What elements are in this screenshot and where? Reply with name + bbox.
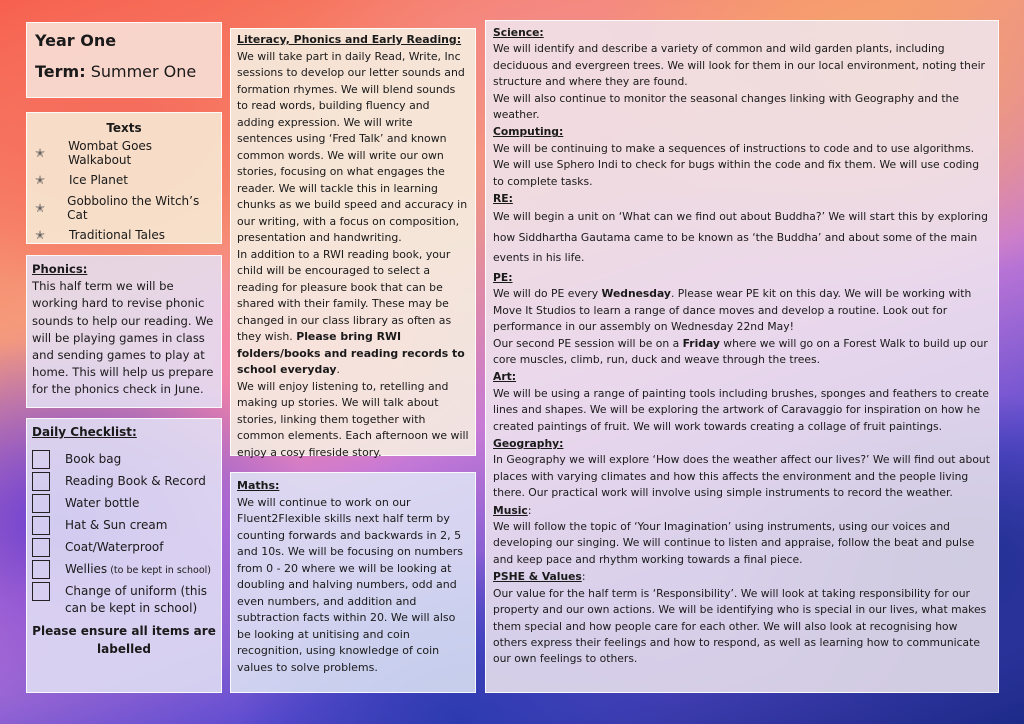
checklist-item: [32, 539, 216, 561]
checklist-item: [32, 451, 216, 473]
pshe-heading-line: [493, 569, 991, 585]
star-icon: ✭: [35, 145, 46, 160]
pe-day-friday: Friday: [682, 336, 720, 350]
checkbox[interactable]: [32, 450, 50, 469]
pe-para-2: [493, 336, 991, 369]
checklist-footer: Please ensure all items are labelled: [32, 624, 216, 656]
maths-panel: [230, 472, 476, 693]
pe-heading: PE:: [493, 270, 513, 284]
music-body: We will follow the topic of ‘Your Imagination’ using instruments, using our voices and developing our singing. We will continue to listen and appraise, follow the beat and pulse and keep pace and rhythm working towards a final piece.: [493, 520, 975, 566]
text-title: Ice Planet: [69, 173, 128, 188]
music-heading: Music: [493, 503, 528, 517]
list-item: [33, 194, 215, 222]
star-icon: ✭: [35, 228, 46, 243]
checkbox[interactable]: [32, 516, 50, 535]
pe-para-2-start: Our second PE session will be on a: [493, 336, 683, 350]
science-para-1: We will identify and describe a variety of common and wild garden plants, including deciduous and evergreen trees. We will look for them in our local environment, noting their structure and where they are found.: [493, 42, 985, 89]
science-para-2: We will also continue to monitor the seasonal changes linking with Geography and the weather.: [493, 91, 959, 122]
checklist-item: [32, 473, 216, 495]
phonics-heading: Phonics:: [32, 262, 88, 276]
geography-heading: Geography:: [493, 437, 564, 451]
pe-para-2-end: where we will go on a Forest Walk to build up our core muscles, climb, run, duck and weave through the trees.: [493, 336, 988, 366]
checklist-item: [32, 495, 216, 517]
year-heading: Year One: [35, 31, 117, 50]
pe-para-1-end: . Please wear PE kit on this day. We will be working with Move It Studios to learn a range of dance moves and develop a routine. Look out for performance in our assembly on Wednesday 22nd May!: [493, 287, 972, 334]
texts-panel: [26, 112, 222, 244]
checklist-label: Water bottle: [65, 496, 140, 510]
literacy-para-3: We will enjoy listening to, retelling and making up stories. We will talk about stories, linking them together with common elements. Each afternoon we will enjoy a cosy fireside story.: [237, 379, 469, 459]
literacy-panel: [230, 28, 476, 459]
term-value: Summer One: [85, 62, 197, 81]
texts-heading: Texts: [106, 121, 142, 135]
re-heading: RE:: [493, 192, 513, 206]
music-heading-line: [493, 503, 991, 519]
checklist-note: (to be kept in school): [107, 565, 211, 576]
checklist-label: Book bag: [65, 452, 122, 466]
title-panel: [26, 22, 222, 98]
checklist-label: Hat & Sun cream: [65, 518, 168, 532]
phonics-panel: [26, 255, 222, 408]
checklist-label: Wellies: [65, 562, 108, 576]
science-heading: Science:: [493, 26, 544, 39]
pe-para-1-start: We will do PE every: [493, 287, 602, 301]
re-body: We will begin a unit on ‘What can we find out about Buddha?’ We will start this by exploring how Siddhartha Gautama came to be known as ‘the Buddha’ and about some of the main events in his life.: [493, 210, 988, 265]
checklist-heading: Daily Checklist:: [32, 425, 137, 439]
text-title: Traditional Tales: [69, 228, 165, 243]
maths-heading: Maths:: [237, 479, 280, 492]
checkbox[interactable]: [32, 472, 50, 491]
list-item: [33, 222, 215, 250]
art-body: We will be using a range of painting tools including brushes, sponges and feathers to create lines and shapes. We will be exploring the artwork of Caravaggio for inspiration on how he created paintings of fruit. We will work towards creating a collage of fruit paintings.: [493, 386, 990, 433]
checklist-item: [32, 561, 216, 583]
checklist-panel: [26, 418, 222, 693]
checklist-label: Coat/Waterproof: [65, 540, 164, 554]
subjects-panel: [485, 20, 999, 693]
term-label: Term:: [35, 62, 86, 81]
checklist-label-wrap: [65, 561, 211, 580]
checkbox[interactable]: [32, 560, 50, 579]
literacy-heading: Literacy, Phonics and Early Reading:: [237, 33, 462, 46]
text-title: Wombat Goes Walkabout: [68, 138, 153, 167]
checkbox[interactable]: [32, 582, 50, 601]
star-icon: ✭: [35, 200, 46, 215]
pshe-heading-suffix: :: [581, 570, 586, 584]
list-item: [33, 167, 215, 195]
literacy-para-2-text: In addition to a RWI reading book, your child will be encouraged to select a reading for pleasure book that can be shared with their family. These may be changed in our class library as often as they wish.: [237, 247, 452, 343]
pshe-body: Our value for the half term is ‘Responsibility’. We will look at taking responsibility for our property and our own actions. We will be identifying who is special in our lives, what makes them special and how people care for each other. We will also look at recognising how others express their feelings and how to respond, as well as learning how to communicate our own feelings to others.: [493, 586, 987, 666]
computing-para-2: We will use Sphero Indi to check for bugs within the code and fix them. We will use coding to complete tasks.: [493, 158, 980, 188]
literacy-para-2-bold: Please bring RWI folders/books and reading records to school everyday: [237, 330, 465, 376]
list-item: [33, 139, 215, 167]
checklist-item: [32, 517, 216, 539]
pe-day-wednesday: Wednesday: [601, 287, 671, 301]
texts-list: [33, 139, 215, 249]
text-title: Gobbolino the Witch’s Cat: [67, 193, 200, 222]
checkbox[interactable]: [32, 494, 50, 513]
music-heading-suffix: :: [527, 503, 532, 517]
checkbox[interactable]: [32, 538, 50, 557]
term-line: [35, 62, 213, 81]
star-icon: ✭: [35, 173, 46, 188]
computing-para-1: We will be continuing to make a sequences of instructions to code and to use algorithms.: [493, 141, 975, 155]
pe-para-1: [493, 286, 991, 335]
checklist-label: Reading Book & Record: [65, 474, 206, 488]
literacy-para-1: We will take part in daily Read, Write, Inc sessions to develop our letter sounds and formation rhymes. We will blend sounds to read words, building fluency and adding expression. We will write sentences using ‘Fred Talk’ and known common words. We will write our own stories, focusing on what engages the reader. We will tackle this in learning chunks as we build speed and accuracy in our writing, with a focus on composition, presentation and handwriting.: [237, 49, 468, 244]
checklist-item: [32, 583, 216, 616]
checklist-label: Change of uniform (this can be kept in school): [65, 584, 208, 615]
phonics-body: This half term we will be working hard to revise phonic sounds to help our reading. We will be playing games in class and sending games to play at home. This will help us prepare for the phonics check in June.: [32, 279, 214, 397]
computing-heading: Computing:: [493, 125, 564, 139]
pshe-heading: PSHE & Values: [493, 570, 582, 584]
art-heading: Art:: [493, 370, 517, 384]
geography-body: In Geography we will explore ‘How does the weather affect our lives?’ We will find out about places with varying climates and how this affects the environment and the people living there. Our practical work will involve using simple instruments to record the weather.: [493, 453, 990, 500]
literacy-para-2-end: .: [336, 363, 340, 376]
literacy-para-2: [237, 247, 469, 379]
maths-body: We will continue to work on our Fluent2Flexible skills next half term by counting forwards and backwards in 2, 5 and 10s. We will be focusing on numbers from 0 - 20 where we will be looking at doubling and halving numbers, odd and even numbers, and addition and subtraction facts within 20. We will also be looking at unitising and coin recognition, using knowledge of coin values to solve problems.: [237, 495, 464, 674]
